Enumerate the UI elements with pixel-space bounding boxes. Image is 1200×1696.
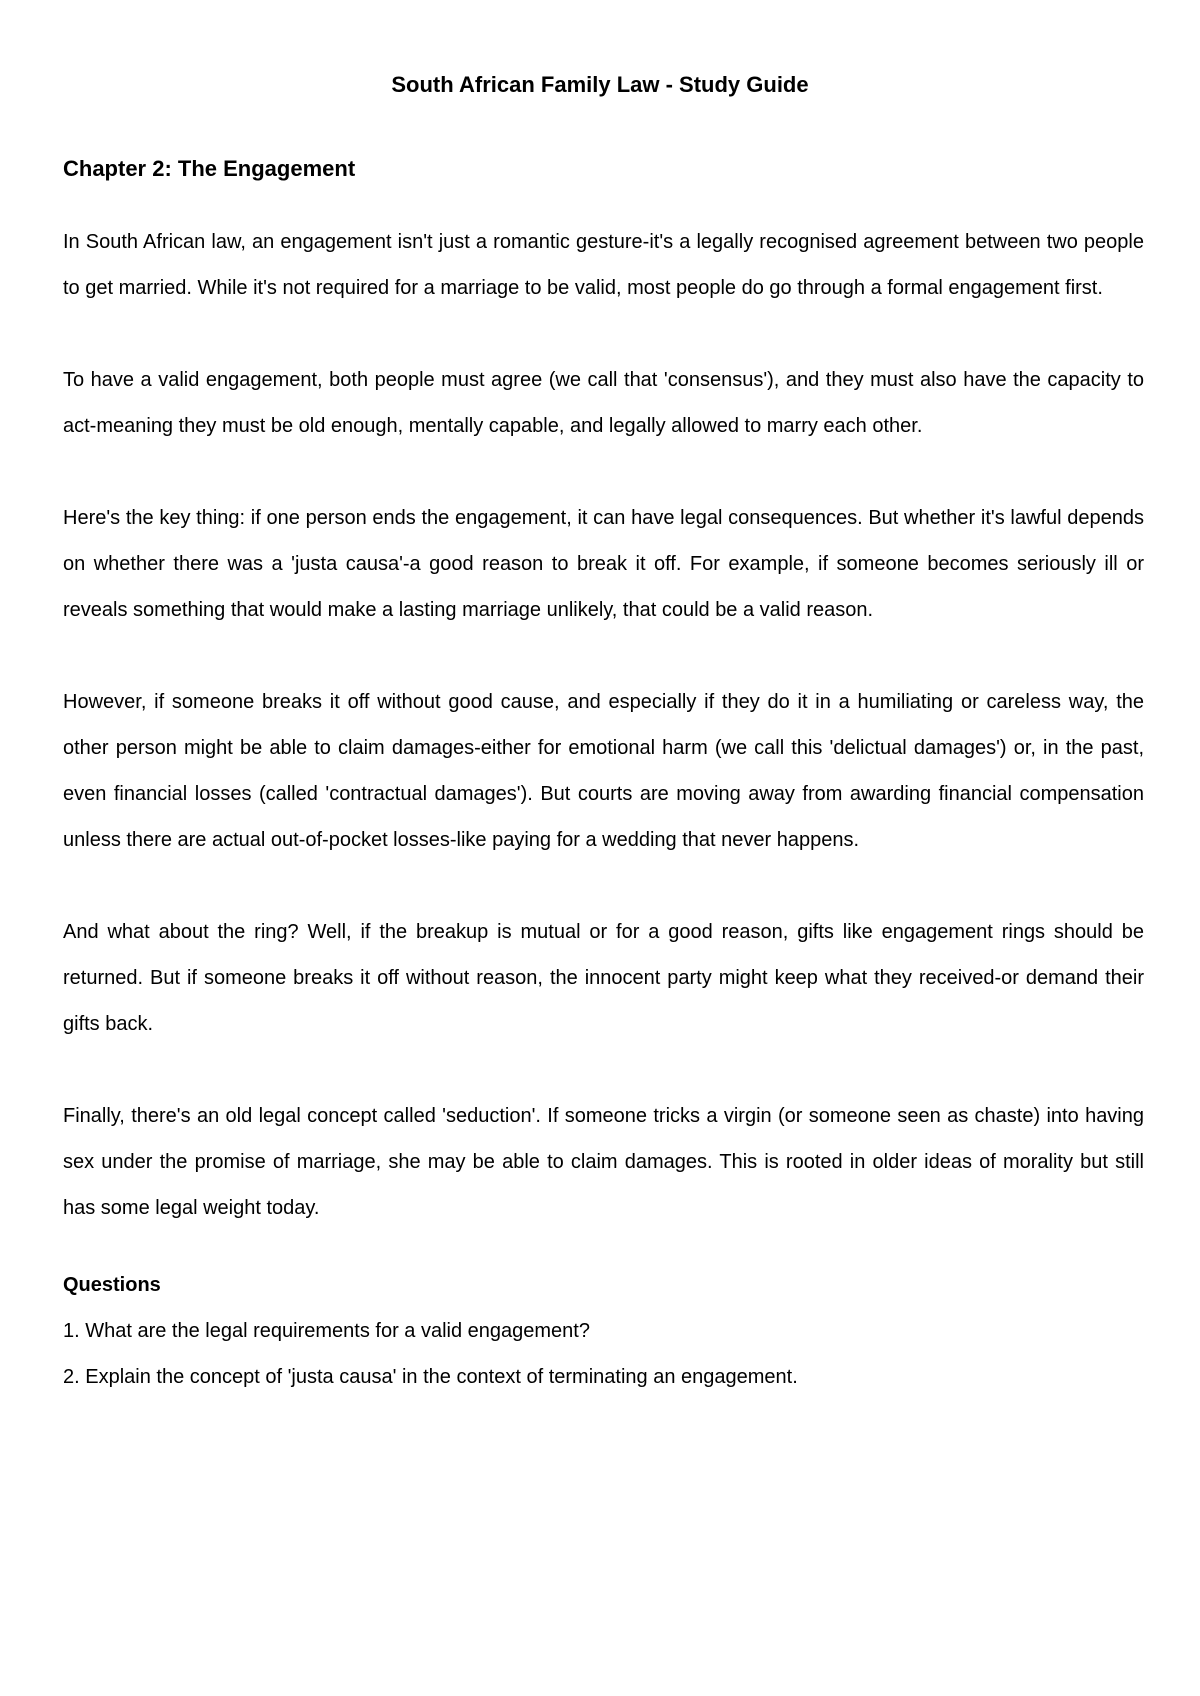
paragraph-ring: And what about the ring? Well, if the breakup is mutual or for a good reason, gifts like engagement rings should be returned. But if someone breaks it off without reason, the innocent party might keep what they received-or demand their gifts back.: [63, 921, 1144, 1035]
paragraph-valid-engagement: To have a valid engagement, both people must agree (we call that 'consensus'), and they must also have the capacity to act-meaning they must be old enough, mentally capable, and legally allowed to marry each other.: [63, 369, 1144, 437]
questions-list: [63, 1308, 1144, 1400]
paragraph-engagement-definition: In South African law, an engagement isn't just a romantic gesture-it's a legally recognised agreement between two people to get married. While it's not required for a marriage to be valid, most people do go through a formal engagement first.: [63, 231, 1144, 299]
question-item: 1. What are the legal requirements for a valid engagement?: [63, 1320, 590, 1342]
paragraph-seduction: Finally, there's an old legal concept called 'seduction'. If someone tricks a virgin (or someone seen as chaste) into having sex under the promise of marriage, she may be able to claim damages. This is rooted in older ideas of morality but still has some legal weight today.: [63, 1105, 1144, 1219]
question-item: 2. Explain the concept of 'justa causa' in the context of terminating an engagement.: [63, 1366, 798, 1388]
paragraph-justa-causa: Here's the key thing: if one person ends the engagement, it can have legal consequences. But whether it's lawful depends on whether there was a 'justa causa'-a good reason to break it off. For example, if someone becomes seriously ill or reveals something that would make a lasting marriage unlikely, that could be a valid reason.: [63, 507, 1144, 621]
document-title: South African Family Law - Study Guide: [391, 72, 809, 97]
document-body: [63, 154, 1144, 1400]
paragraph-damages: However, if someone breaks it off without good cause, and especially if they do it in a humiliating or careless way, the other person might be able to claim damages-either for emotional harm (we call this 'delictual damages') or, in the past, even financial losses (called 'contractual damages'). But courts are moving away from awarding financial compensation unless there are actual out-of-pocket losses-like paying for a wedding that never happens.: [63, 691, 1144, 851]
questions-heading: Questions: [63, 1274, 161, 1296]
chapter-heading: Chapter 2: The Engagement: [63, 156, 356, 181]
